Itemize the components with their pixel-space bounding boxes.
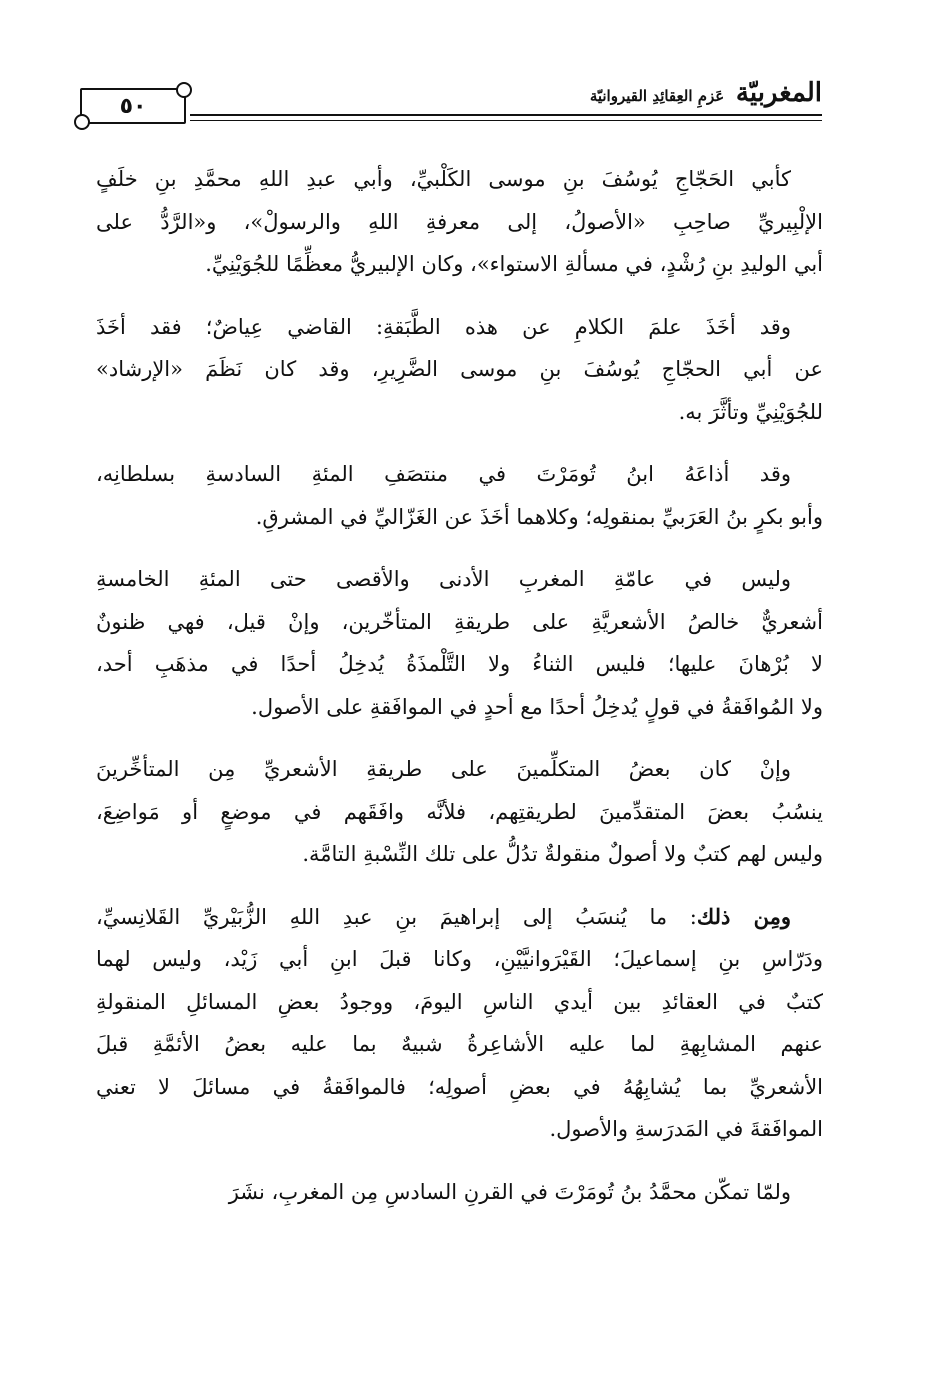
text-line [96, 306, 823, 349]
line-text: ولا المُوافَقةُ في قولٍ يُدخِلُ أحدًا مع أحدٍ في الموافَقةِ على الأصول. [251, 694, 823, 719]
page-number: ٥٠ [119, 93, 147, 119]
text-line [96, 833, 823, 876]
line-text: وأبو بكرٍ بنُ العَرَبيِّ بمنقولِه؛ وكلاهما أخَذَ عن الغَزّاليِّ في المشرقِ. [255, 504, 823, 529]
text-line [96, 1023, 823, 1066]
line-text: الأشعريِّ بما يُشابِهُهُ في بعضِ أصولِه؛ فالموافَقةُ في مسائلَ لا تعني [96, 1074, 823, 1099]
line-text: عنهم المشابِهةِ لما عليه الأشاعِرةُ شبيهٌ بما عليه بعضُ الأئمَّةِ قبلَ [96, 1032, 823, 1056]
text-line [96, 896, 823, 939]
line-text: للجُوَيْنِيِّ وتأثَّرَ به. [678, 399, 823, 424]
paragraph [96, 453, 823, 538]
paragraph-lead: ومِن ذلك [696, 903, 791, 929]
text-line [96, 201, 823, 244]
paragraph [96, 896, 823, 1151]
running-title [590, 78, 822, 108]
text-line [96, 938, 823, 981]
text-line [96, 981, 823, 1024]
text-line [96, 1108, 823, 1151]
text-line [96, 748, 823, 791]
text-line [96, 496, 823, 539]
paragraph [96, 158, 823, 286]
text-line [96, 1171, 823, 1214]
paragraph [96, 1171, 823, 1214]
line-text: وليس لهم كتبٌ ولا أصولٌ منقولةٌ تدُلُّ على تلك النِّسْبةِ التامَّة. [302, 842, 823, 866]
body-text [96, 158, 823, 1233]
line-text: وقد أذاعَهُ ابنُ تُومَرْتَ في منتصَفِ المئةِ السادسةِ بسلطانِه، [96, 462, 791, 486]
text-line [96, 348, 823, 391]
line-text: أشعريٌّ خالصُ الأشعريَّةِ على طريقةِ المتأخّرين، وإنْ قيل، فهي ظنونٌ [96, 609, 823, 634]
text-line [96, 686, 823, 729]
line-text: ينسُبُ بعضَ المتقدِّمينَ لطريقتِهم، فلأنَّه وافَقَهم في موضعٍ أو مَواضِعَ، [96, 799, 823, 824]
text-line [96, 791, 823, 834]
header-rule-thin [190, 120, 822, 121]
header-rule-thick [190, 114, 822, 116]
line-text: ودَرّاسِ بنِ إسماعيلَ؛ القَيْرَوانيَّيْنِ، وكانا قبلَ ابنِ أبي زَيْد، وليس لهما [96, 947, 823, 971]
line-text: ولمّا تمكّن محمَّدُ بنُ تُومَرْتَ في القرنِ السادسِ مِن المغربِ، نشَرَ [228, 1179, 791, 1204]
paragraph [96, 306, 823, 434]
page-number-frame [80, 88, 186, 124]
book-subtitle: عَزمِ العِقائِدِ القيروانيّة [589, 87, 725, 105]
text-line [96, 558, 823, 601]
text-line [96, 453, 823, 496]
paragraph [96, 748, 823, 876]
line-text: عن أبي الحجّاجِ يُوسُفَ بنِ موسى الضَّرِيرِ، وقد كان نَظَمَ «الإرشاد» [96, 357, 823, 381]
line-text: وقد أخَذَ علمَ الكلامِ عن هذه الطَّبَقةِ: القاضي عِياضٌ؛ فقد أخَذَ [96, 314, 791, 339]
book-title: المغربيّة [735, 78, 822, 108]
text-line [96, 158, 823, 201]
line-text: كأبي الحَجّاجِ يُوسُفَ بنِ موسى الكَلْبيِّ، وأبي عبدِ اللهِ محمَّدِ بنِ خلَفٍ [96, 167, 791, 191]
text-line [96, 391, 823, 434]
line-text: الإلْبِيريِّ صاحِبِ «الأصولُ، إلى معرفةِ اللهِ والرسولْ»، و«الرَّدُّ على [96, 209, 823, 234]
page-header [80, 78, 822, 134]
line-text: : ما يُنسَبُ إلى إبراهيمَ بنِ عبدِ اللهِ الزُّبَيْريِّ القَلانِسيِّ، [96, 904, 697, 929]
line-text: الموافَقةَ في المَدرَسةِ والأصول. [549, 1117, 823, 1141]
line-text: وليس في عامّةِ المغربِ الأدنى والأقصى حتى المئةِ الخامسةِ [96, 567, 791, 591]
paragraph [96, 558, 823, 728]
line-text: لا بُرْهانَ عليها؛ فليس الثناءُ ولا التَّلْمذَةُ يُدخِلُ أحدًا في مذهَبِ أحد، [96, 652, 823, 676]
text-line [96, 1066, 823, 1109]
text-line [96, 601, 823, 644]
line-text: وإنْ كان بعضُ المتكلِّمينَ على طريقةِ الأشعريِّ مِن المتأخِّرينَ [96, 757, 791, 781]
line-text: أبي الوليدِ بنِ رُشْدٍ، في مسألةِ الاستواء»، وكان الإلبيريُّ معظِّمًا للجُوَيْنِيِّ. [205, 252, 823, 276]
text-line [96, 643, 823, 686]
text-line [96, 243, 823, 286]
line-text: كتبٌ في العقائدِ بين أيدي الناسِ اليومَ، ووجودُ بعضِ المسائلِ المنقولةِ [96, 989, 823, 1014]
